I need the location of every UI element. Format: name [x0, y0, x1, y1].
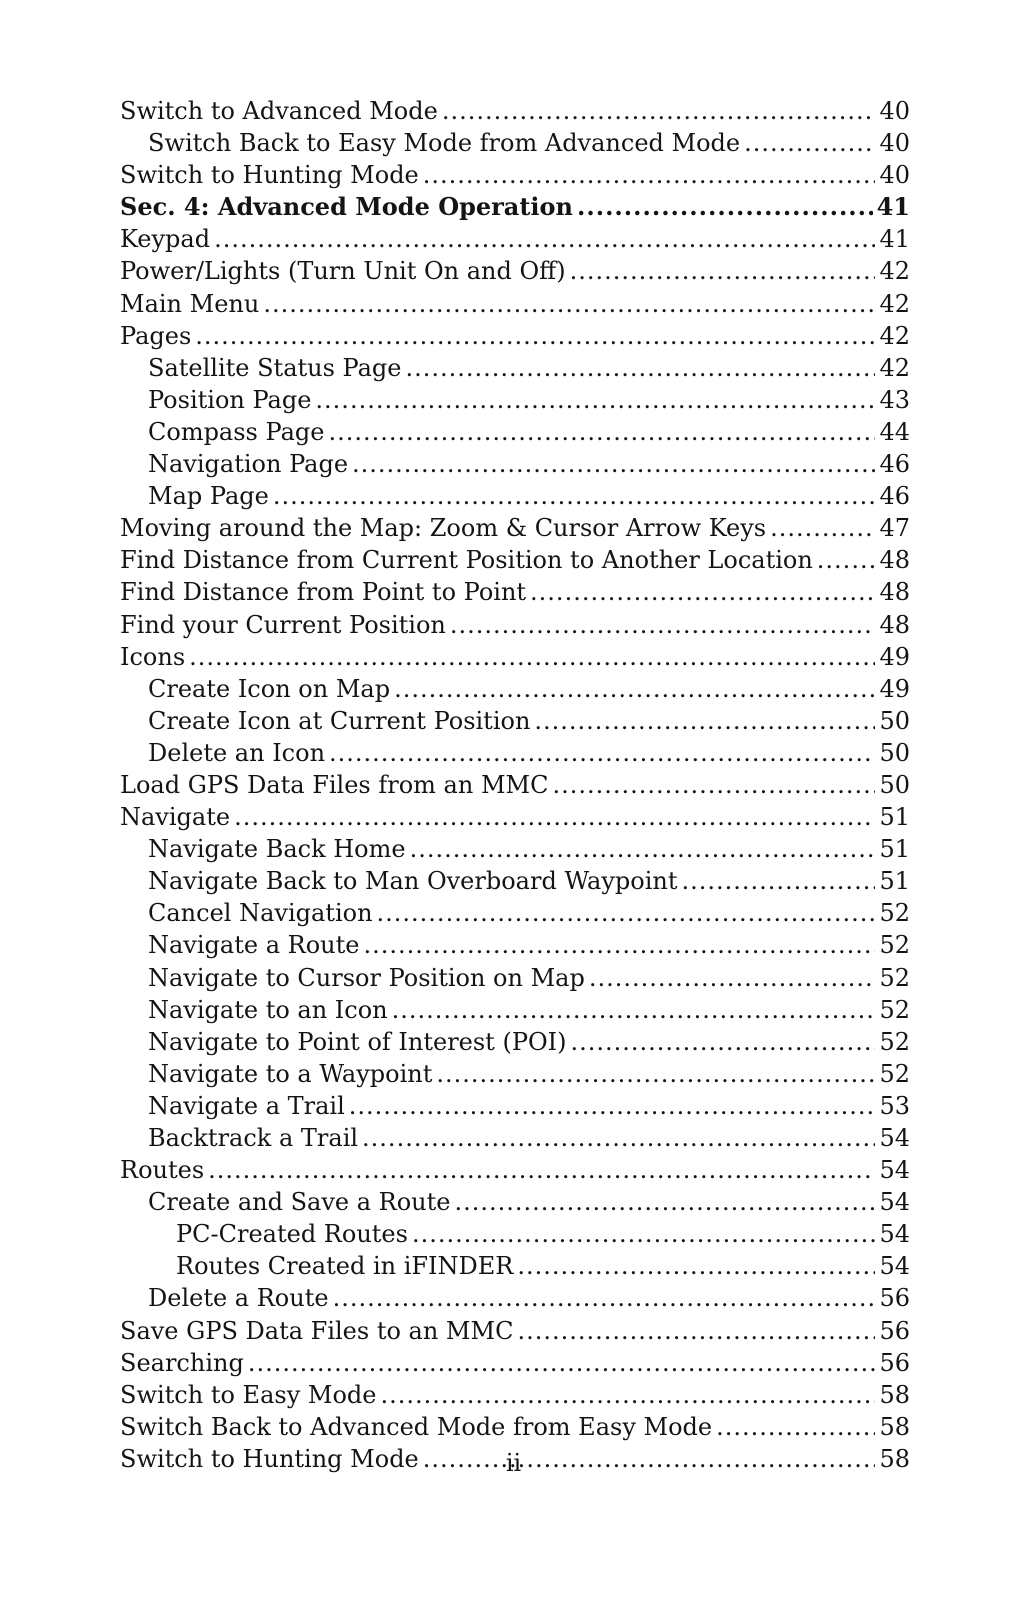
- toc-entry-page: 52: [879, 899, 910, 928]
- toc-entry-page: 53: [879, 1091, 910, 1120]
- toc-entry-title: Main Menu: [120, 289, 260, 318]
- toc-entry[interactable]: [120, 769, 910, 801]
- toc-entry[interactable]: [120, 576, 910, 608]
- dot-leader: [570, 255, 876, 287]
- toc-entry-page: 54: [879, 1220, 910, 1249]
- toc-entry-title: Navigate Back to Man Overboard Waypoint: [148, 867, 678, 896]
- toc-entry-title: Navigate to an Icon: [148, 995, 388, 1024]
- toc-entry-page: 42: [879, 353, 910, 382]
- toc-entry-page: 54: [879, 1252, 910, 1281]
- toc-entry-title: Switch Back to Easy Mode from Advanced Mode: [148, 129, 741, 158]
- toc-entry-page: 49: [879, 674, 910, 703]
- dot-leader: [329, 737, 875, 769]
- toc-entry[interactable]: [120, 1090, 910, 1122]
- dot-leader: [394, 673, 875, 705]
- toc-entry-title: Navigate a Trail: [148, 1091, 345, 1120]
- toc-entry-page: 46: [879, 450, 910, 479]
- dot-leader: [380, 1379, 875, 1411]
- toc-entry[interactable]: [120, 1250, 910, 1282]
- toc-entry[interactable]: [120, 512, 910, 544]
- toc-entry-page: 40: [879, 129, 910, 158]
- dot-leader: [410, 833, 876, 865]
- toc-entry-page: 48: [879, 610, 910, 639]
- toc-entry-page: 51: [879, 835, 910, 864]
- toc-entry-page: 47: [879, 514, 910, 543]
- toc-entry-page: 58: [879, 1444, 910, 1473]
- toc-entry-page: 58: [879, 1380, 910, 1409]
- toc-entry-title: Find your Current Position: [120, 610, 446, 639]
- toc-entry-page: 42: [879, 321, 910, 350]
- toc-entry-title: Navigate to Point of Interest (POI): [148, 1027, 567, 1056]
- dot-leader: [436, 1058, 875, 1090]
- toc-entry-title: Save GPS Data Files to an MMC: [120, 1316, 514, 1345]
- toc-entry[interactable]: [120, 1186, 910, 1218]
- toc-entry-title: Find Distance from Current Position to Another Location: [120, 546, 813, 575]
- dot-leader: [571, 1026, 876, 1058]
- toc-entry-title: Switch to Easy Mode: [120, 1380, 377, 1409]
- toc-entry[interactable]: [120, 1122, 910, 1154]
- toc-entry[interactable]: [120, 641, 910, 673]
- toc-entry[interactable]: [120, 865, 910, 897]
- toc-entry-title: Backtrack a Trail: [148, 1124, 359, 1152]
- page-number: ii: [505, 1449, 522, 1477]
- toc-entry-title: Navigation Page: [148, 450, 349, 479]
- toc-entry-title: Create Icon on Map: [148, 674, 391, 703]
- toc-entry-page: 44: [879, 417, 910, 446]
- dot-leader: [195, 320, 875, 352]
- toc-entry[interactable]: [120, 994, 910, 1026]
- toc-entry-page: 52: [879, 963, 910, 992]
- toc-entry[interactable]: [120, 1411, 910, 1443]
- dot-leader: [454, 1186, 875, 1218]
- toc-entry[interactable]: [120, 705, 910, 737]
- toc-entry-title: Load GPS Data Files from an MMC: [120, 770, 549, 799]
- toc-entry[interactable]: [120, 544, 910, 576]
- toc-entry-page: 58: [879, 1412, 910, 1441]
- toc-entry-page: 40: [879, 161, 910, 190]
- toc-entry-title: Navigate to a Waypoint: [148, 1059, 433, 1088]
- toc-entry-page: 48: [879, 546, 910, 575]
- toc-entry-page: 50: [879, 770, 910, 799]
- toc-entry[interactable]: [120, 416, 910, 448]
- dot-leader: [450, 609, 876, 641]
- toc-entry-page: 50: [879, 706, 910, 735]
- toc-entry-page: 51: [879, 867, 910, 896]
- toc-entry[interactable]: [120, 320, 910, 352]
- toc-entry[interactable]: [120, 159, 910, 191]
- toc-entry[interactable]: [120, 1026, 910, 1058]
- dot-leader: [315, 384, 875, 416]
- toc-entry-title: Satellite Status Page: [148, 353, 402, 382]
- toc-entry[interactable]: [120, 833, 910, 865]
- toc-entry[interactable]: [120, 1282, 910, 1314]
- toc-entry-page: 40: [879, 97, 910, 125]
- toc-entry-page: 54: [879, 1124, 910, 1152]
- toc-entry-title: Compass Page: [148, 417, 325, 446]
- toc-entry[interactable]: [120, 1347, 910, 1379]
- dot-leader: [363, 929, 875, 961]
- dot-leader: [214, 223, 875, 255]
- toc-entry[interactable]: [120, 673, 910, 705]
- toc-entry[interactable]: [120, 801, 910, 833]
- dot-leader: [248, 1347, 876, 1379]
- toc-entry-page: 48: [879, 578, 910, 607]
- dot-leader: [552, 769, 875, 801]
- toc-entry[interactable]: [120, 1058, 910, 1090]
- toc-entry-page: 49: [879, 642, 910, 671]
- toc-entry-page: 52: [879, 1027, 910, 1056]
- toc-entry-title: Keypad: [120, 225, 211, 254]
- toc-entry-title: Create and Save a Route: [148, 1188, 451, 1217]
- dot-leader: [406, 352, 876, 384]
- dot-leader: [349, 1090, 876, 1122]
- toc-entry[interactable]: [120, 480, 910, 512]
- toc-entry-page: 51: [879, 803, 910, 832]
- toc-entry[interactable]: [120, 609, 910, 641]
- toc-entry[interactable]: [120, 127, 910, 159]
- toc-entry[interactable]: [120, 737, 910, 769]
- toc-entry-title: Navigate: [120, 803, 231, 832]
- dot-leader: [530, 576, 875, 608]
- toc-entry-title: Find Distance from Point to Point: [120, 578, 527, 607]
- dot-leader: [352, 448, 875, 480]
- dot-leader: [716, 1411, 875, 1443]
- toc-entry[interactable]: [120, 288, 910, 320]
- toc-entry-title: Navigate to Cursor Position on Map: [148, 963, 585, 992]
- toc-entry-page: 52: [879, 1059, 910, 1088]
- toc-entry-title: Create Icon at Current Position: [148, 706, 531, 735]
- dot-leader: [362, 1122, 875, 1154]
- dot-leader: [412, 1218, 876, 1250]
- dot-leader: [589, 962, 876, 994]
- toc-entry-page: 54: [879, 1188, 910, 1217]
- dot-leader: [744, 127, 875, 159]
- dot-leader: [770, 512, 875, 544]
- toc-entry-page: 50: [879, 738, 910, 767]
- toc-entry-title: Moving around the Map: Zoom & Cursor Arrow Keys: [120, 514, 767, 543]
- toc-entry-title: Routes: [120, 1156, 205, 1185]
- toc-entry-title: Sec. 4: Advanced Mode Operation: [120, 192, 573, 222]
- toc-entry[interactable]: [120, 255, 910, 287]
- toc-entry-title: Navigate Back Home: [148, 835, 406, 864]
- dot-leader: [423, 159, 876, 191]
- toc-entry[interactable]: [120, 384, 910, 416]
- toc-entry-page: 43: [879, 385, 910, 414]
- toc-entry[interactable]: [120, 448, 910, 480]
- toc-entry[interactable]: [120, 95, 910, 127]
- toc-entry-page: 41: [876, 192, 910, 222]
- toc-entry-page: 56: [879, 1284, 910, 1313]
- toc-section-heading[interactable]: [120, 191, 910, 223]
- toc-entry[interactable]: [120, 1315, 910, 1347]
- toc-entry-title: Map Page: [148, 482, 269, 511]
- toc-entry-page: 46: [879, 482, 910, 511]
- toc-entry[interactable]: [120, 1154, 910, 1186]
- dot-leader: [234, 801, 875, 833]
- toc-entry-title: Power/Lights (Turn Unit On and Off): [120, 257, 566, 286]
- toc-entry[interactable]: [120, 929, 910, 961]
- toc-entry-title: Routes Created in iFINDER: [176, 1252, 514, 1281]
- toc-entry[interactable]: [120, 897, 910, 929]
- toc-entry-page: 52: [879, 995, 910, 1024]
- toc-entry-title: Icons: [120, 642, 186, 671]
- dot-leader: [333, 1282, 876, 1314]
- dot-leader: [442, 95, 876, 127]
- toc-entry[interactable]: [120, 223, 910, 255]
- dot-leader: [377, 897, 876, 929]
- toc-entry-page: 54: [879, 1156, 910, 1185]
- toc-entry-title: Position Page: [148, 385, 312, 414]
- toc-entry-title: Delete an Icon: [148, 738, 326, 767]
- toc-entry-title: Pages: [120, 321, 192, 350]
- table-of-contents: [120, 95, 910, 1475]
- dot-leader: [517, 1315, 875, 1347]
- dot-leader: [208, 1154, 875, 1186]
- toc-entry-page: 56: [879, 1316, 910, 1345]
- toc-entry-title: Navigate a Route: [148, 931, 360, 960]
- dot-leader: [328, 416, 875, 448]
- toc-entry-title: Switch to Hunting Mode: [120, 161, 419, 190]
- dot-leader: [817, 544, 876, 576]
- toc-entry-page: 56: [879, 1348, 910, 1377]
- dot-leader: [534, 705, 875, 737]
- dot-leader: [392, 994, 876, 1026]
- toc-entry[interactable]: [120, 1218, 910, 1250]
- toc-entry-page: 42: [879, 257, 910, 286]
- dot-leader: [263, 288, 875, 320]
- toc-entry[interactable]: [120, 1379, 910, 1411]
- toc-entry[interactable]: [120, 962, 910, 994]
- toc-entry-title: Switch Back to Advanced Mode from Easy Mode: [120, 1412, 713, 1441]
- toc-entry-title: Switch to Advanced Mode: [120, 97, 438, 125]
- toc-entry-title: Switch to Hunting Mode: [120, 1444, 419, 1473]
- dot-leader: [681, 865, 875, 897]
- dot-leader: [577, 191, 873, 223]
- dot-leader: [273, 480, 876, 512]
- toc-entry-page: 42: [879, 289, 910, 318]
- toc-entry-title: Cancel Navigation: [148, 899, 373, 928]
- dot-leader: [517, 1250, 875, 1282]
- toc-entry-page: 41: [879, 225, 910, 254]
- toc-entry-title: PC-Created Routes: [176, 1220, 408, 1249]
- toc-entry[interactable]: [120, 352, 910, 384]
- toc-entry-page: 52: [879, 931, 910, 960]
- dot-leader: [189, 641, 875, 673]
- toc-entry-title: Delete a Route: [148, 1284, 329, 1313]
- toc-entry-title: Searching: [120, 1348, 244, 1377]
